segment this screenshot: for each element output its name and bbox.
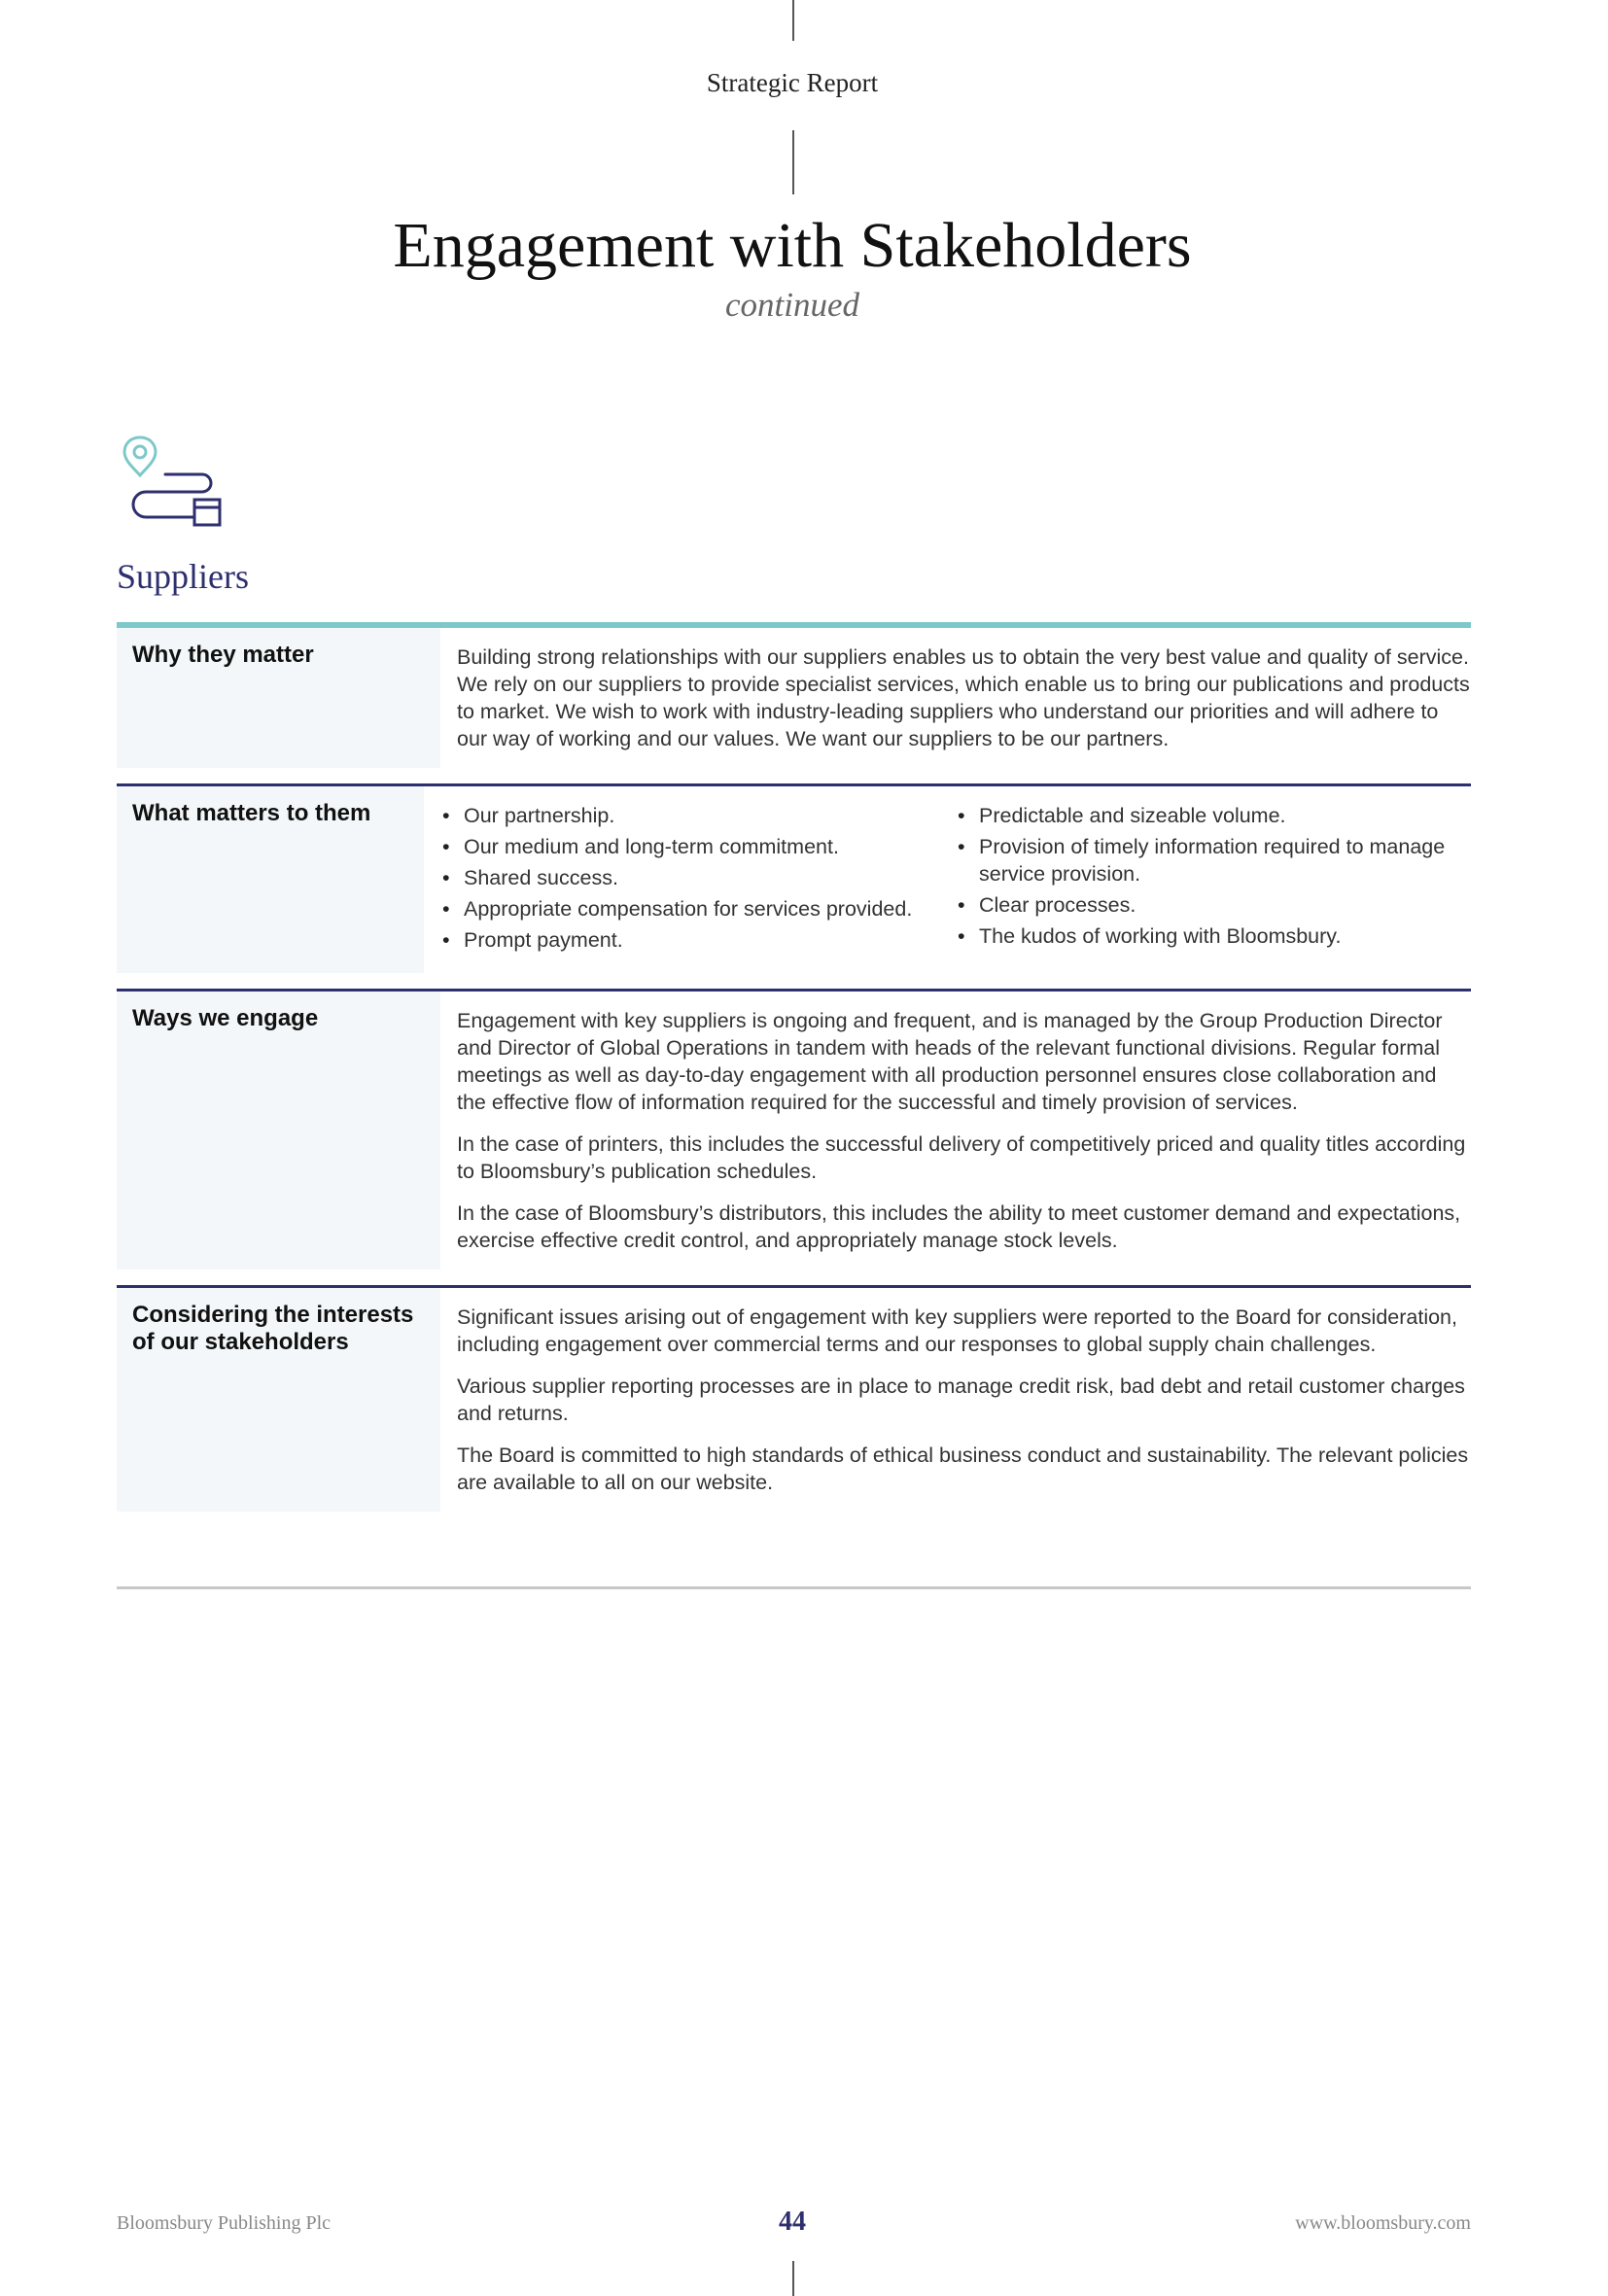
list-item: • Shared success.	[440, 864, 956, 891]
bullet-column-left	[440, 802, 956, 957]
table-bottom-rule	[117, 1586, 1471, 1589]
section-label: Strategic Report	[706, 68, 879, 97]
page-subtitle: continued	[724, 286, 860, 324]
list-item: • Clear processes.	[956, 891, 1471, 919]
row-body	[440, 628, 1471, 768]
body-paragraph: In the case of printers, this includes the successful delivery of competitively priced and quality titles according to Bloomsbury’s publication schedules.	[457, 1132, 1466, 1183]
body-paragraph: In the case of Bloomsbury’s distributors, this includes the ability to meet customer demand and expectations, exercise effective credit control, and appropriately manage stock levels.	[457, 1201, 1461, 1252]
footer-company: Bloomsbury Publishing Plc	[117, 2212, 332, 2234]
page-number: 44	[779, 2207, 806, 2237]
body-paragraph: The Board is committed to high standards of ethical business conduct and sustainability. The relevant policies are available to all on our website.	[457, 1444, 1469, 1494]
list-item: • Our partnership.	[440, 802, 956, 829]
list-item: • Our medium and long-term commitment.	[440, 833, 956, 860]
list-item: • Appropriate compensation for services provided.	[440, 895, 956, 922]
table-row	[117, 783, 1471, 973]
body-paragraph: Building strong relationships with our suppliers enables us to obtain the very best value and quality of service. We rely on our suppliers to provide specialist services, which enable us to bring our publications and products to market. We wish to work with industry-leading suppliers who understand our priorities and will adhere to our way of working and our values. We want our suppliers to be our partners.	[457, 645, 1470, 750]
row-label: Why they matter	[117, 628, 440, 768]
title-divider-line	[792, 130, 794, 194]
body-paragraph: Significant issues arising out of engagement with key suppliers were reported to the Board for consideration, including engagement over commercial terms and our responses to global supply chain challenges.	[457, 1305, 1457, 1356]
section-heading: Suppliers	[117, 557, 250, 596]
bullet-column-right	[956, 802, 1471, 957]
bottom-divider-line	[792, 2261, 794, 2296]
row-label: Considering the interests of our stakeholders	[117, 1288, 440, 1512]
list-item: • Provision of timely information required to manage service provision.	[956, 833, 1471, 887]
body-paragraph: Various supplier reporting processes are in place to manage credit risk, bad debt and retail customer charges and returns.	[457, 1374, 1465, 1425]
table-row	[117, 989, 1471, 1270]
row-label: Ways we engage	[117, 991, 440, 1270]
list-item: • Prompt payment.	[440, 926, 956, 954]
supplier-route-icon	[121, 435, 226, 529]
footer-website: www.bloomsbury.com	[1295, 2212, 1471, 2234]
body-paragraph: Engagement with key suppliers is ongoing and frequent, and is managed by the Group Production Director and Director of Global Operations in tandem with heads of the relevant functional divisions. Regular formal meetings as well as day-to-day engagement with all production personnel ensures close collaboration and the effective flow of information required for the successful and timely provision of services.	[457, 1009, 1443, 1114]
list-item: • Predictable and sizeable volume.	[956, 802, 1471, 829]
stakeholder-table	[117, 622, 1471, 1527]
table-row	[117, 622, 1471, 768]
page-title: Engagement with Stakeholders	[393, 210, 1192, 281]
table-row	[117, 1285, 1471, 1512]
list-item: • The kudos of working with Bloomsbury.	[956, 922, 1471, 950]
row-body	[440, 1288, 1471, 1512]
top-divider-line	[792, 0, 794, 41]
row-body	[440, 991, 1471, 1270]
row-label: What matters to them	[117, 786, 424, 973]
row-body	[424, 786, 1471, 973]
